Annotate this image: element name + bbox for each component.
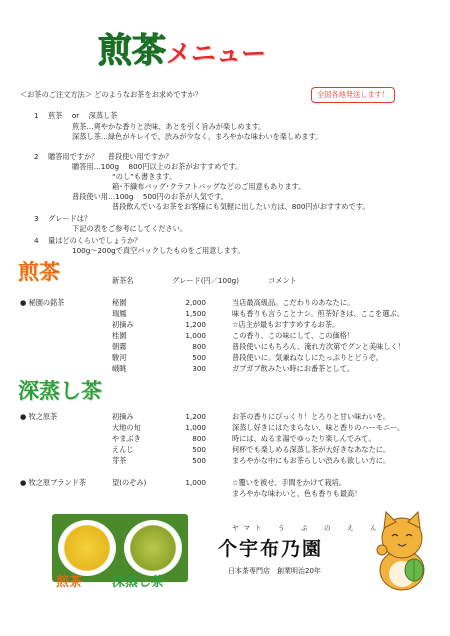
q4-heading: 量はどのくらいでしょうか？ (48, 236, 142, 245)
brand-group-label: ● 牧之原ブランド茶 (20, 478, 87, 487)
tea-comment: 深蒸し好きにはたまらない、味と香りのハーモニー。 (232, 423, 405, 432)
shop-tagline: 日本茶専門店 創業明治20年 (228, 567, 321, 575)
q2-number: 2 (34, 152, 39, 161)
q2-line-1: 贈答用…100g 800円以上のお茶がおすすめです。 (72, 162, 243, 171)
tea-name: やまぶき (112, 434, 141, 443)
q3-line-1: 下記の表をご参考にしてください。 (72, 224, 188, 233)
q2-line-3: 箱･不織布バッグ･クラフトバッグなどのご用意もあります。 (112, 182, 306, 191)
shop-logo: 个宇布乃園 (218, 538, 324, 560)
tea-comment: 普段使いに。気兼ねなしにたっぷりとどうぞ。 (232, 353, 383, 362)
sencha-cup (58, 520, 116, 576)
tea-name: 桂園 (112, 331, 127, 340)
photo-caption-sencha: 煎茶 (56, 575, 83, 590)
tea-name: 瑞鳳 (112, 309, 127, 318)
fukamushi-heading: 深蒸し茶 (18, 379, 102, 403)
tea-price: 2,000 (185, 298, 206, 307)
q4-line-1: 100g〜200gで真空パックしたものをご用意します。 (72, 246, 245, 255)
shop-name-kana: ヤマト う ぶ の え ん (232, 524, 382, 532)
q2-heading: 贈答用ですか？ 普段使い用ですか？ (48, 152, 173, 161)
tea-price: 800 (192, 342, 206, 351)
tea-name: 駿河 (112, 353, 127, 362)
tea-name: 芽茶 (112, 456, 127, 465)
page-title: 煎茶メニュー (98, 31, 267, 71)
tea-price: 1,200 (185, 320, 206, 329)
tea-price: 300 (192, 364, 206, 373)
tea-name: 初摘み (112, 412, 134, 421)
q1-line-2: 深蒸し茶…緑色がキレイで、渋みが少なく、まろやかな味わいを楽しめます。 (72, 132, 323, 141)
tea-comment: この香り、この味にして、この価格！ (232, 331, 355, 340)
q1-number: 1 (34, 111, 39, 120)
tea-comment: お茶の香りにびっくり！とろりと甘い味わいを。 (232, 412, 391, 421)
tea-name: 望(のぞみ) (112, 478, 147, 487)
tea-cups-photo (52, 514, 188, 582)
tea-comment: 時には、ぬるま湯でゆったり楽しんでみて。 (232, 434, 376, 443)
tea-comment: ☆覆いを被せ、手間をかけて栽培。 (232, 478, 347, 487)
q1-heading: 煎茶 or 深蒸し茶 (48, 111, 118, 120)
tea-comment: ☆店主が最もおすすめするお茶。 (232, 320, 340, 329)
tea-price: 1,200 (185, 412, 206, 421)
q3-heading: グレードは？ (48, 214, 92, 223)
tea-name: 大地の旬 (112, 423, 141, 432)
q1-line-1: 煎茶…爽やかな香りと渋味、あとを引く旨みが楽しめます。 (72, 122, 266, 131)
sencha-group-label: ● 秘園の銘茶 (20, 298, 65, 307)
tea-comment: ガブガブ飲みたい時にお番茶として。 (232, 364, 354, 373)
tea-price: 1,500 (185, 309, 206, 318)
tea-price: 500 (192, 445, 206, 454)
sencha-heading: 煎茶 (18, 260, 60, 284)
q2-line-5: 普段飲んでいるお茶をお客様にも気軽に出したい方は、800円がおすすめです。 (112, 202, 370, 211)
tea-comment: 何杯でも楽しめる深蒸し茶が大好きなあなたに。 (232, 445, 391, 454)
tea-comment: 味も香りも言うことナシ。煎茶好きは、ここを選ぶ。 (232, 309, 404, 318)
tea-name: 秘園 (112, 298, 127, 307)
table-header-grade: グレード(円／100g) (172, 276, 240, 285)
tea-name: 朝霧 (112, 342, 127, 351)
tea-comment: まろやかな中にもお茶らしい渋みも欲しい方に。 (232, 456, 391, 465)
tea-name: 峨眺 (112, 364, 127, 373)
tea-price: 500 (192, 353, 206, 362)
q2-line-2: “のし”も書きます。 (112, 172, 177, 181)
tea-price: 1,000 (185, 423, 206, 432)
table-header-comment: コメント (268, 276, 297, 285)
tea-name: えんじ (112, 445, 134, 454)
tea-price: 800 (192, 434, 206, 443)
tea-name: 初摘み (112, 320, 134, 329)
tea-comment: 当店最高級品。こだわりのあなたに。 (232, 298, 355, 307)
tea-price: 1,000 (185, 331, 206, 340)
shipping-badge: 全国各地発送します！ (311, 87, 395, 103)
fukamushi-group-label: ● 牧之原茶 (20, 412, 58, 421)
fukamushi-cup (124, 520, 182, 576)
q3-number: 3 (34, 214, 39, 223)
photo-caption-fukamushi: 深蒸し茶 (112, 575, 165, 590)
order-intro: ＜お茶のご注文方法＞ どのようなお茶をお求めですか？ (20, 90, 202, 99)
q2-line-4: 普段使い用…100g 500円のお茶が人気です。 (72, 192, 228, 201)
table-header-name: 新茶名 (112, 276, 134, 285)
q4-number: 4 (34, 236, 39, 245)
tea-comment: 普段使いにもちろん、淹れ方次第でグンと美味しく！ (232, 342, 405, 351)
lucky-cat-icon (370, 508, 434, 592)
tea-comment-2: まろやかな味わいと、色も香りも最高！ (232, 489, 362, 498)
tea-price: 1,000 (185, 478, 206, 487)
tea-price: 500 (192, 456, 206, 465)
